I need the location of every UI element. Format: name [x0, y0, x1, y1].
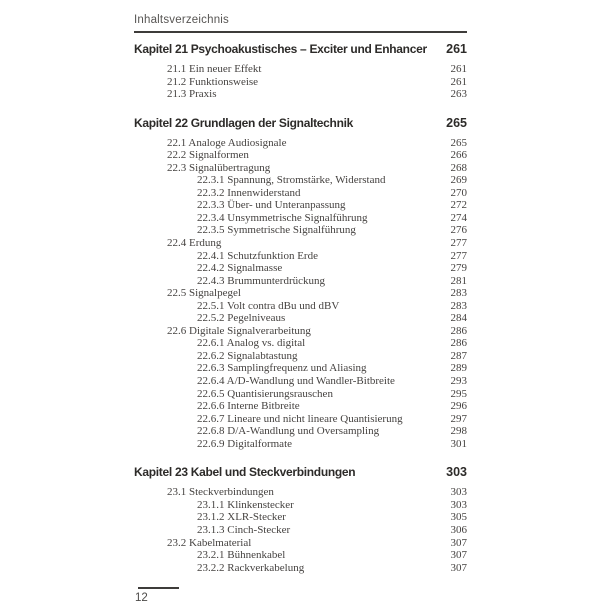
chapter-title: Kapitel 22 Grundlagen der Signaltechnik — [134, 115, 354, 130]
toc-entry-label: 22.6.8 D/A-Wandlung und Oversampling — [197, 425, 380, 438]
toc-entry-label: 22.4 Erdung — [167, 237, 222, 250]
toc-entry-page-number: 289 — [450, 362, 467, 375]
toc-entry — [134, 375, 467, 388]
chapter-title: Kapitel 21 Psychoakustisches – Exciter und Enhancer — [134, 42, 427, 56]
toc-entry-page-number: 268 — [450, 161, 467, 174]
chapter-section — [134, 464, 467, 574]
toc-entry-page-number: 286 — [450, 337, 467, 350]
toc-entry-page-number: 307 — [450, 549, 467, 562]
toc-entry-label: 22.3.5 Symmetrische Signalführung — [197, 224, 356, 237]
toc-entry-page-number: 307 — [450, 536, 467, 549]
toc-entry-label: 22.3.2 Innenwiderstand — [197, 186, 301, 199]
toc-entry-page-number: 281 — [450, 274, 467, 287]
toc-entry-label: 21.2 Funktionsweise — [167, 75, 259, 88]
toc-entry — [134, 88, 467, 101]
toc-entry — [134, 312, 467, 325]
toc-entry-page-number: 279 — [450, 262, 467, 275]
toc-entry — [134, 511, 467, 524]
toc-entry-page-number: 272 — [450, 199, 467, 212]
toc-entry-label: 22.4.2 Signalmasse — [197, 262, 283, 275]
toc-entry-label: 22.6.9 Digitalformate — [197, 437, 293, 450]
toc-entry — [134, 162, 467, 175]
toc-entry-page-number: 303 — [450, 498, 467, 511]
toc-entry — [134, 237, 467, 250]
toc-entry-label: 22.2 Signalformen — [167, 149, 249, 162]
chapter-page-number: 265 — [446, 115, 467, 130]
toc-entry — [134, 549, 467, 562]
chapter-heading — [134, 41, 467, 57]
toc-entry-label: 23.1.2 XLR-Stecker — [197, 511, 286, 524]
toc-entry-page-number: 293 — [450, 375, 467, 388]
toc-entry-page-number: 301 — [450, 437, 467, 450]
toc-entry-label: 22.3.3 Über- und Unteranpassung — [197, 199, 346, 212]
toc-entry — [134, 262, 467, 275]
chapter-section — [134, 115, 467, 451]
toc-entry-label: 22.6 Digitale Signalverarbeitung — [167, 324, 311, 337]
toc-entry — [134, 438, 467, 451]
toc-entry-page-number: 261 — [450, 75, 467, 88]
toc-entry-page-number: 283 — [450, 299, 467, 312]
toc-entry-page-number: 266 — [450, 149, 467, 162]
toc-entry-label: 22.6.3 Samplingfrequenz und Aliasing — [197, 362, 367, 375]
toc-entry — [134, 388, 467, 401]
toc-entry-label: 23.2.1 Bühnenkabel — [197, 549, 286, 562]
toc-entry — [134, 486, 467, 499]
toc-entry-label: 22.6.2 Signalabtastung — [197, 349, 298, 362]
toc-entry-label: 22.4.3 Brummunterdrückung — [197, 274, 326, 287]
toc-entry-page-number: 296 — [450, 400, 467, 413]
toc-entry-page-number: 284 — [450, 312, 467, 325]
toc-entry — [134, 325, 467, 338]
footer-rule — [138, 587, 179, 589]
toc-entry — [134, 362, 467, 375]
toc-entry-page-number: 286 — [450, 324, 467, 337]
toc-entry-page-number: 277 — [450, 249, 467, 262]
chapter-title: Kapitel 23 Kabel und Steckverbindungen — [134, 465, 356, 480]
toc-entry — [134, 300, 467, 313]
toc-entry-page-number: 261 — [450, 63, 467, 75]
toc-entry — [134, 537, 467, 550]
toc-entry — [134, 337, 467, 350]
toc-entry-page-number: 276 — [450, 224, 467, 237]
toc — [134, 41, 467, 574]
toc-entry-label: 23.1.1 Klinkenstecker — [197, 498, 294, 511]
toc-entry — [134, 413, 467, 426]
toc-entry — [134, 174, 467, 187]
toc-entry-label: 22.5.2 Pegelniveaus — [197, 312, 286, 325]
toc-entry-label: 23.1.3 Cinch-Stecker — [197, 523, 291, 536]
toc-entry — [134, 76, 467, 89]
toc-entry-label: 22.3.1 Spannung, Stromstärke, Widerstand — [197, 174, 386, 187]
toc-entry-page-number: 263 — [450, 88, 467, 101]
toc-entry — [134, 63, 467, 76]
toc-entry-label: 21.3 Praxis — [167, 88, 217, 101]
toc-entry — [134, 499, 467, 512]
chapter-section — [134, 41, 467, 101]
toc-entry — [134, 149, 467, 162]
chapter-page-number: 261 — [446, 42, 467, 56]
toc-entry — [134, 187, 467, 200]
toc-entry-page-number: 274 — [450, 211, 467, 224]
toc-entry-page-number: 265 — [450, 136, 467, 149]
toc-entry-label: 22.4.1 Schutzfunktion Erde — [197, 249, 318, 262]
toc-entry-page-number: 287 — [450, 349, 467, 362]
toc-entry-page-number: 297 — [450, 412, 467, 425]
toc-entry-label: 22.3.4 Unsymmetrische Signalführung — [197, 211, 368, 224]
toc-entry — [134, 224, 467, 237]
toc-entry-label: 22.6.7 Lineare und nicht lineare Quantisierung — [197, 412, 403, 425]
toc-entry — [134, 287, 467, 300]
toc-entry — [134, 199, 467, 212]
toc-entry-page-number: 305 — [450, 511, 467, 524]
chapter-heading — [134, 115, 467, 131]
toc-entry — [134, 250, 467, 263]
toc-entry-label: 23.2 Kabelmaterial — [167, 536, 252, 549]
toc-entry-label: 22.3 Signalübertragung — [167, 161, 271, 174]
toc-entry — [134, 400, 467, 413]
page-title: Inhaltsverzeichnis — [134, 14, 230, 26]
toc-entry — [134, 137, 467, 150]
toc-entry-page-number: 307 — [450, 561, 467, 574]
toc-entry-page-number: 277 — [450, 237, 467, 250]
toc-entry-label: 22.6.4 A/D-Wandlung und Wandler-Bitbreite — [197, 375, 395, 388]
toc-entry-page-number: 295 — [450, 387, 467, 400]
toc-entry-label: 22.5 Signalpegel — [167, 287, 241, 300]
toc-entry — [134, 562, 467, 575]
toc-entry-label: 23.2.2 Rackverkabelung — [197, 561, 305, 574]
chapter-heading — [134, 464, 467, 480]
header-rule — [134, 31, 467, 33]
toc-entry-label: 22.1 Analoge Audiosignale — [167, 136, 287, 149]
toc-entry-label: 23.1 Steckverbindungen — [167, 486, 274, 499]
toc-entry — [134, 524, 467, 537]
toc-entry-page-number: 269 — [450, 174, 467, 187]
toc-entry — [134, 212, 467, 225]
toc-entry — [134, 350, 467, 363]
chapter-page-number: 303 — [446, 465, 467, 480]
toc-entry-label: 22.6.6 Interne Bitbreite — [197, 400, 300, 413]
footer-page-number: 12 — [135, 592, 148, 604]
toc-entry-page-number: 283 — [450, 287, 467, 300]
toc-entry — [134, 425, 467, 438]
toc-entry-page-number: 298 — [450, 425, 467, 438]
toc-entry-label: 22.5.1 Volt contra dBu und dBV — [197, 299, 340, 312]
toc-entry-page-number: 306 — [450, 523, 467, 536]
toc-entry-page-number: 270 — [450, 186, 467, 199]
toc-entry — [134, 275, 467, 288]
toc-entry-label: 21.1 Ein neuer Effekt — [167, 63, 262, 75]
toc-entry-page-number: 303 — [450, 486, 467, 499]
toc-entry-label: 22.6.1 Analog vs. digital — [197, 337, 306, 350]
toc-entry-label: 22.6.5 Quantisierungsrauschen — [197, 387, 333, 400]
